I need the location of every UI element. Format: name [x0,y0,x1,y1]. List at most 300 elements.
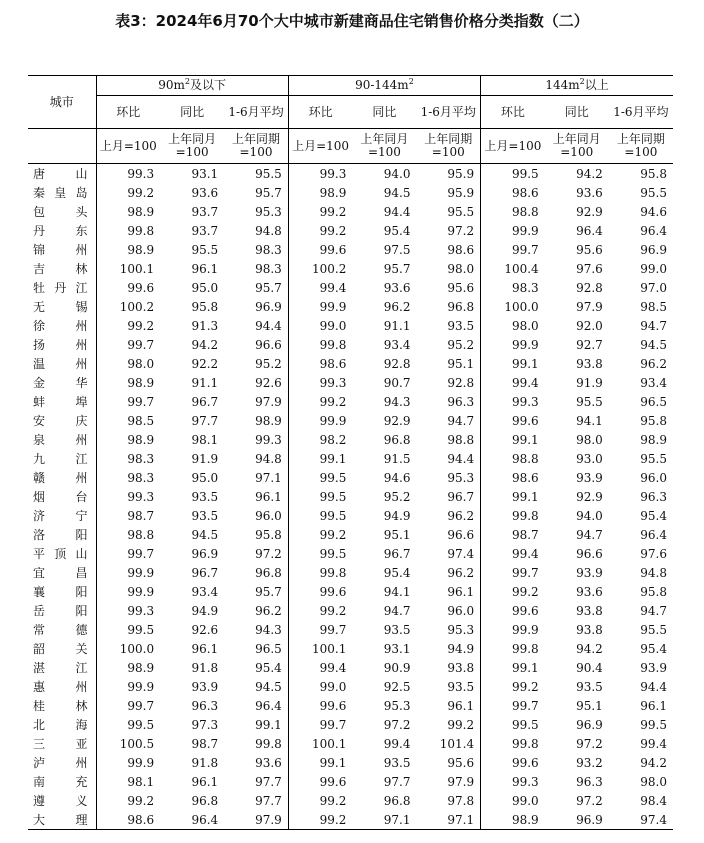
table-row [28,715,673,734]
value-cell: 95.8 [640,584,667,599]
value-cell: 95.8 [255,527,282,542]
value-cell: 94.3 [255,622,282,637]
value-cell: 94.0 [383,166,411,181]
sub-header: 同比 [545,96,609,129]
group-header-large: $144m^2$以上 [481,76,673,96]
value-cell: 96.3 [640,489,667,504]
value-cell: 96.6 [255,337,282,352]
value-cell: 97.4 [609,810,673,830]
value-cell: 93.9 [576,565,603,580]
value-cell: 101.4 [439,736,475,751]
value-cell: 97.0 [640,280,667,295]
table-row [28,354,673,373]
value-cell: 91.9 [191,451,219,466]
value-cell: 97.9 [576,299,603,314]
value-cell: 98.9 [96,202,160,221]
value-cell: 99.7 [481,563,545,582]
table-row [28,430,673,449]
value-cell: 94.7 [447,413,475,428]
value-cell: 94.5 [255,679,282,694]
value-cell: 99.1 [481,354,545,373]
value-cell: 91.1 [383,318,411,333]
value-cell: 96.2 [640,356,667,371]
value-cell: 97.2 [383,717,411,732]
value-cell: 100.1 [288,734,352,753]
value-cell: 96.6 [576,546,603,561]
value-cell: 94.2 [576,641,603,656]
value-cell: 96.9 [576,717,603,732]
value-cell: 99.4 [481,373,545,392]
table-row [28,468,673,487]
value-cell: 93.8 [576,356,603,371]
value-cell: 95.1 [447,356,475,371]
table-row [28,791,673,810]
value-cell: 99.1 [288,449,352,468]
value-cell: 99.1 [481,430,545,449]
value-cell: 97.7 [191,413,219,428]
value-cell: 95.4 [640,508,667,523]
value-cell: 98.6 [288,354,352,373]
value-cell: 99.0 [288,316,352,335]
table-row [28,183,673,202]
value-cell: 93.6 [383,280,411,295]
table-body [28,164,673,830]
value-cell: 99.6 [288,772,352,791]
value-cell: 97.6 [640,546,667,561]
value-cell: 96.1 [640,698,667,713]
value-cell: 90.9 [383,660,411,675]
value-cell: 98.3 [255,242,282,257]
value-cell: 99.9 [96,753,160,772]
value-cell: 99.5 [288,487,352,506]
value-cell: 99.3 [255,432,282,447]
value-cell: 99.9 [481,335,545,354]
value-cell: 96.3 [191,698,219,713]
value-cell: 96.8 [383,432,411,447]
value-cell: 94.7 [383,603,411,618]
value-cell: 99.2 [288,601,352,620]
value-cell: 98.9 [288,183,352,202]
value-cell: 98.9 [96,240,160,259]
value-cell: 95.7 [255,584,282,599]
city-cell: 蚌埠 [33,395,88,409]
base-header: 上月=100 [288,129,352,164]
value-cell: 95.5 [640,185,667,200]
table-row [28,316,673,335]
base-header: 上月=100 [96,129,160,164]
sub-header: 1-6月平均 [416,96,480,129]
value-cell: 93.5 [447,679,475,694]
value-cell: 96.3 [576,774,603,789]
table-row [28,620,673,639]
value-cell: 98.0 [576,432,603,447]
value-cell: 97.9 [447,774,475,789]
value-cell: 95.0 [191,470,219,485]
value-cell: 97.3 [191,717,219,732]
value-cell: 93.4 [383,337,411,352]
table-row [28,506,673,525]
value-cell: 96.1 [255,489,282,504]
value-cell: 98.2 [288,430,352,449]
value-cell: 96.8 [447,299,475,314]
table-row [28,810,673,830]
value-cell: 97.8 [447,793,475,808]
value-cell: 97.1 [352,810,416,830]
value-cell: 96.9 [191,546,219,561]
sub-header: 环比 [96,96,160,129]
value-cell: 98.9 [640,432,667,447]
value-cell: 99.4 [288,658,352,677]
value-cell: 99.2 [288,525,352,544]
value-cell: 95.8 [640,166,667,181]
base-header: 上月=100 [481,129,545,164]
value-cell: 95.3 [255,204,282,219]
value-cell: 95.3 [447,622,475,637]
value-cell: 91.5 [383,451,411,466]
value-cell: 99.8 [481,639,545,658]
value-cell: 96.1 [191,261,219,276]
value-cell: 97.2 [576,736,603,751]
base-header: 上年同月=100 [352,129,416,164]
table-row [28,278,673,297]
value-cell: 99.6 [288,696,352,715]
value-cell: 90.4 [576,660,603,675]
value-cell: 100.0 [481,297,545,316]
value-cell: 96.7 [191,394,219,409]
value-cell: 99.2 [288,392,352,411]
city-cell: 南充 [33,775,88,789]
table-row [28,202,673,221]
value-cell: 94.9 [383,508,411,523]
table-title: 表3：2024年6月70个大中城市新建商品住宅销售价格分类指数（二） [115,12,589,30]
value-cell: 98.8 [96,525,160,544]
value-cell: 94.9 [191,603,219,618]
value-cell: 96.2 [447,508,475,523]
value-cell: 99.5 [96,620,160,639]
value-cell: 96.4 [640,527,667,542]
value-cell: 98.6 [481,183,545,202]
value-cell: 94.7 [640,318,667,333]
value-cell: 95.3 [447,470,475,485]
value-cell: 99.9 [288,297,352,316]
value-cell: 94.3 [383,394,411,409]
value-cell: 96.2 [255,603,282,618]
value-cell: 95.2 [383,489,411,504]
value-cell: 93.5 [447,318,475,333]
value-cell: 99.5 [640,717,667,732]
value-cell: 98.8 [481,202,545,221]
value-cell: 96.9 [545,810,609,830]
value-cell: 98.4 [640,793,667,808]
value-cell: 100.1 [96,259,160,278]
value-cell: 96.0 [447,603,475,618]
value-cell: 94.1 [576,413,603,428]
value-cell: 93.7 [191,204,219,219]
value-cell: 98.5 [640,299,667,314]
value-cell: 99.3 [481,392,545,411]
value-cell: 99.2 [96,791,160,810]
value-cell: 99.5 [96,715,160,734]
value-cell: 99.7 [96,335,160,354]
city-cell: 牡丹江 [33,281,88,295]
value-cell: 95.7 [383,261,411,276]
value-cell: 94.6 [383,470,411,485]
city-cell: 三亚 [33,737,88,751]
city-cell: 北海 [33,718,88,732]
value-cell: 99.7 [96,392,160,411]
table-row [28,335,673,354]
value-cell: 99.4 [640,736,667,751]
value-cell: 92.9 [576,489,603,504]
value-cell: 92.8 [383,356,411,371]
value-cell: 96.1 [447,698,475,713]
value-cell: 100.4 [481,259,545,278]
base-header: 上年同期=100 [609,129,673,164]
value-cell: 96.4 [640,223,667,238]
value-cell: 92.8 [447,375,475,390]
value-cell: 96.8 [255,565,282,580]
value-cell: 95.7 [255,185,282,200]
value-cell: 96.9 [640,242,667,257]
city-cell: 锦州 [33,243,88,257]
table-row [28,240,673,259]
value-cell: 99.2 [288,221,352,240]
value-cell: 99.4 [481,544,545,563]
value-cell: 99.1 [288,753,352,772]
value-cell: 98.3 [96,449,160,468]
value-cell: 99.7 [288,715,352,734]
table-row [28,677,673,696]
city-cell: 平顶山 [33,547,88,561]
value-cell: 99.4 [288,278,352,297]
value-cell: 100.2 [288,259,352,278]
table-row [28,164,673,184]
value-cell: 95.5 [576,394,603,409]
value-cell: 99.9 [96,677,160,696]
value-cell: 98.3 [96,468,160,487]
value-cell: 94.4 [640,679,667,694]
value-cell: 99.0 [640,261,667,276]
value-cell: 99.2 [288,202,352,221]
group-header-medium: $90-144m^2$ [288,76,480,96]
value-cell: 96.3 [447,394,475,409]
value-cell: 99.6 [481,753,545,772]
value-cell: 98.1 [96,772,160,791]
value-cell: 99.1 [481,658,545,677]
value-cell: 95.8 [191,299,219,314]
table-row [28,772,673,791]
city-cell: 惠州 [33,680,88,694]
value-cell: 92.9 [383,413,411,428]
value-cell: 95.4 [383,565,411,580]
table-row [28,487,673,506]
value-cell: 99.7 [481,696,545,715]
value-cell: 100.1 [288,639,352,658]
value-cell: 96.6 [447,527,475,542]
value-cell: 99.8 [288,335,352,354]
value-cell: 98.6 [481,468,545,487]
city-cell: 泉州 [33,433,88,447]
city-cell: 丹东 [33,224,88,238]
value-cell: 99.9 [288,411,352,430]
value-cell: 93.4 [191,584,219,599]
city-cell: 宜昌 [33,566,88,580]
city-cell: 扬州 [33,338,88,352]
value-cell: 99.0 [288,677,352,696]
value-cell: 99.8 [481,734,545,753]
value-cell: 96.7 [447,489,475,504]
base-header: 上年同期=100 [416,129,480,164]
value-cell: 94.1 [383,584,411,599]
city-cell: 岳阳 [33,604,88,618]
value-cell: 91.1 [191,375,219,390]
value-cell: 96.1 [447,584,475,599]
table-row [28,373,673,392]
value-cell: 95.5 [640,622,667,637]
value-cell: 95.4 [383,223,411,238]
value-cell: 98.7 [191,736,219,751]
value-cell: 93.5 [576,679,603,694]
value-cell: 94.8 [255,223,282,238]
city-cell: 吉林 [33,262,88,276]
value-cell: 98.9 [481,810,545,830]
value-cell: 94.8 [640,565,667,580]
value-cell: 99.5 [481,715,545,734]
city-column-header: 城市 [28,76,96,129]
value-cell: 91.9 [576,375,603,390]
value-cell: 92.6 [191,622,219,637]
value-cell: 99.2 [481,582,545,601]
value-cell: 99.5 [481,164,545,184]
group-header-small: $90m^2$及以下 [96,76,288,96]
value-cell: 98.7 [96,506,160,525]
value-cell: 95.6 [447,280,475,295]
value-cell: 92.9 [576,204,603,219]
base-header: 上年同月=100 [545,129,609,164]
value-cell: 93.6 [576,185,603,200]
value-cell: 93.8 [576,622,603,637]
value-cell: 92.0 [576,318,603,333]
value-cell: 91.8 [191,755,219,770]
table-row [28,639,673,658]
value-cell: 95.5 [191,242,219,257]
value-cell: 94.7 [576,527,603,542]
city-cell: 烟台 [33,490,88,504]
value-cell: 96.0 [640,470,667,485]
value-cell: 94.5 [383,185,411,200]
value-cell: 99.3 [481,772,545,791]
table-row [28,734,673,753]
value-cell: 93.0 [576,451,603,466]
value-cell: 95.4 [640,641,667,656]
value-cell: 92.7 [576,337,603,352]
value-cell: 100.5 [96,734,160,753]
value-cell: 99.3 [96,164,160,184]
value-cell: 94.8 [255,451,282,466]
value-cell: 96.1 [191,641,219,656]
value-cell: 98.0 [447,261,475,276]
sub-header: 环比 [481,96,545,129]
value-cell: 93.7 [191,223,219,238]
table-header [28,76,673,164]
value-cell: 99.5 [288,506,352,525]
value-cell: 94.2 [191,337,219,352]
value-cell: 93.5 [191,489,219,504]
sub-header: 1-6月平均 [609,96,673,129]
value-cell: 93.8 [447,660,475,675]
value-cell: 93.2 [576,755,603,770]
city-cell: 济宁 [33,509,88,523]
value-cell: 97.7 [383,774,411,789]
value-cell: 93.9 [640,660,667,675]
value-cell: 99.6 [96,278,160,297]
value-cell: 98.6 [96,810,160,830]
city-cell: 九江 [33,452,88,466]
table-row [28,259,673,278]
value-cell: 99.8 [96,221,160,240]
table-row [28,563,673,582]
value-cell: 96.9 [255,299,282,314]
value-cell: 95.8 [640,413,667,428]
value-cell: 94.2 [576,166,603,181]
value-cell: 93.5 [383,755,411,770]
city-header-blank [28,129,96,164]
city-cell: 秦皇岛 [33,186,88,200]
value-cell: 94.4 [255,318,282,333]
value-cell: 99.3 [96,601,160,620]
value-cell: 96.8 [191,793,219,808]
value-cell: 95.1 [383,527,411,542]
value-cell: 97.5 [383,242,411,257]
value-cell: 99.1 [255,717,282,732]
table-row [28,696,673,715]
city-cell: 襄阳 [33,585,88,599]
city-cell: 泸州 [33,756,88,770]
value-cell: 100.2 [96,297,160,316]
value-cell: 96.7 [383,546,411,561]
city-cell: 常德 [33,623,88,637]
value-cell: 97.4 [447,546,475,561]
value-cell: 98.8 [447,432,475,447]
city-cell: 安庆 [33,414,88,428]
value-cell: 99.0 [481,791,545,810]
city-cell: 遵义 [33,794,88,808]
value-cell: 94.4 [383,204,411,219]
value-cell: 99.1 [481,487,545,506]
value-cell: 95.5 [255,166,282,181]
value-cell: 99.4 [383,736,411,751]
city-cell: 赣州 [33,471,88,485]
value-cell: 93.9 [191,679,219,694]
value-cell: 95.0 [191,280,219,295]
city-cell: 包头 [33,205,88,219]
value-cell: 98.3 [255,261,282,276]
value-cell: 99.3 [96,487,160,506]
value-cell: 99.3 [288,373,352,392]
value-cell: 95.2 [255,356,282,371]
city-cell: 温州 [33,357,88,371]
value-cell: 99.7 [288,620,352,639]
value-cell: 93.4 [640,375,667,390]
value-cell: 99.8 [481,506,545,525]
value-cell: 95.9 [447,185,475,200]
value-cell: 98.8 [481,449,545,468]
value-cell: 95.4 [255,660,282,675]
value-cell: 99.8 [255,736,282,751]
value-cell: 99.5 [288,468,352,487]
value-cell: 92.5 [383,679,411,694]
base-header: 上年同期=100 [224,129,288,164]
